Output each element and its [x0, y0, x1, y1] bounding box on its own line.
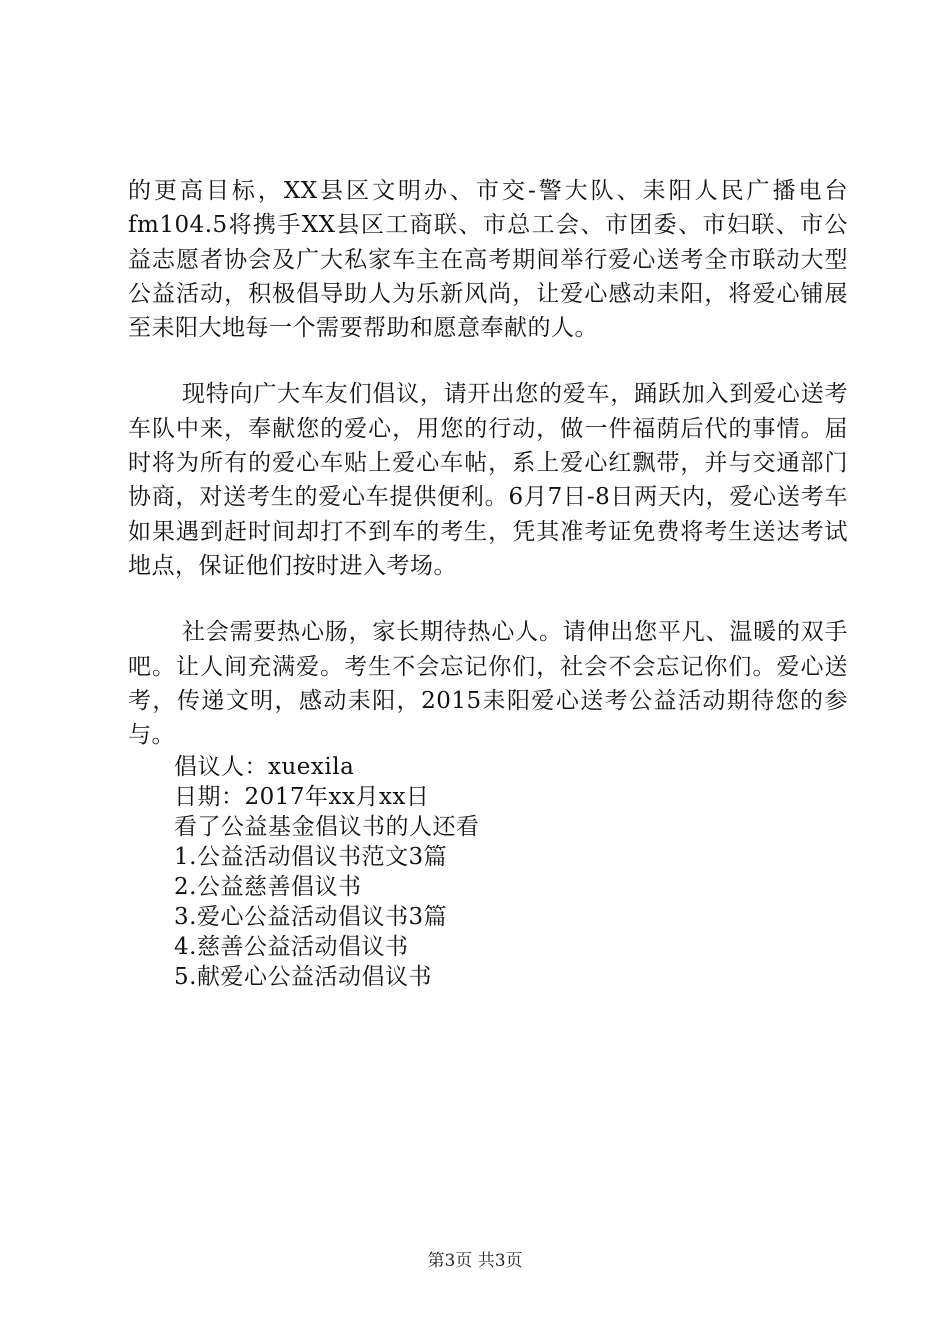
paragraph-gap [128, 345, 848, 377]
related-item[interactable]: 1.公益活动倡议书范文3篇 [174, 844, 448, 871]
related-item[interactable]: 4.慈善公益活动倡议书 [174, 934, 409, 961]
related-list [128, 842, 848, 992]
paragraph-closing: 社会需要热心肠，家长期待热心人。请伸出您平凡、温暖的双手吧。让人间充满爱。考生不会忘记你们，社会不会忘记你们。爱心送考，传递文明，感动耒阳，2015耒阳爱心送考公益活动期待您的参与。 [128, 619, 848, 749]
paragraph-gap [128, 583, 848, 615]
paragraph-appeal: 现特向广大车友们倡议，请开出您的爱车，踊跃加入到爱心送考车队中来，奉献您的爱心，用您的行动，做一件福荫后代的事情。届时将为所有的爱心车贴上爱心车帖，系上爱心红飘带，并与交通部门协商，对送考生的爱心车提供便利。6月7日-8日两天内，爱心送考车如果遇到赶时间却打不到车的考生，凭其准考证免费将考生送达考试地点，保证他们按时进入考场。 [128, 381, 848, 579]
related-item[interactable]: 5.献爱心公益活动倡议书 [174, 964, 432, 991]
related-item[interactable]: 3.爱心公益活动倡议书3篇 [174, 904, 448, 931]
signature-date: 日期：2017年xx月xx日 [174, 784, 430, 811]
document-body [128, 174, 848, 992]
related-item[interactable]: 2.公益慈善倡议书 [174, 874, 362, 901]
paragraph-continuation: 的更高目标，XX县区文明办、市交-警大队、耒阳人民广播电台fm104.5将携手XX县区工商联、市总工会、市团委、市妇联、市公益志愿者协会及广大私家车主在高考期间举行爱心送考全市联动大型公益活动，积极倡导助人为乐新风尚，让爱心感动耒阳，将爱心铺展至耒阳大地每一个需要帮助和愿意奉献的人。 [128, 178, 848, 342]
page-number-footer: 第3页 共3页 [427, 1251, 523, 1271]
signature-proposer: 倡议人：xuexila [174, 754, 355, 781]
related-heading: 看了公益基金倡议书的人还看 [174, 814, 480, 841]
